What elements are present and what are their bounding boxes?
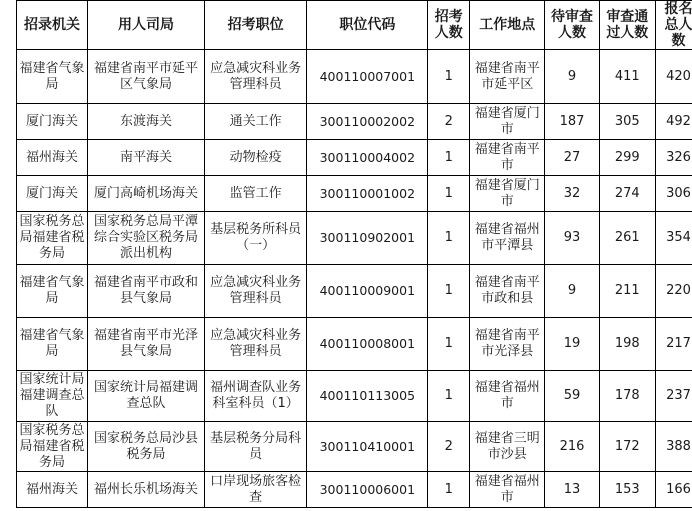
- cell-passed: 274: [599, 176, 655, 212]
- cell-position: 福州调查队业务科室科员（1）: [204, 371, 306, 422]
- cell-agency: 福建省气象局: [17, 50, 88, 104]
- cell-agency: 厦门海关: [17, 176, 88, 212]
- cell-total: 326: [656, 140, 692, 176]
- cell-position: 基层税务所科员（一）: [204, 212, 306, 265]
- cell-pending: 216: [545, 422, 599, 472]
- cell-unit: 厦门高崎机场海关: [88, 176, 205, 212]
- cell-unit: 南平海关: [88, 140, 205, 176]
- cell-passed: 411: [599, 50, 655, 104]
- cell-location: 福建省厦门市: [470, 176, 545, 212]
- cell-location: 福建省南平市政和县: [470, 265, 545, 318]
- cell-code: 300110001002: [307, 176, 428, 212]
- table-row: [17, 472, 692, 508]
- cell-unit: 东渡海关: [88, 104, 205, 140]
- cell-passed: 211: [599, 265, 655, 318]
- cell-code: 300110006001: [307, 472, 428, 508]
- cell-location: 福建省南平市延平区: [470, 50, 545, 104]
- table-row: [17, 212, 692, 265]
- cell-unit: 国家统计局福建调查总队: [88, 371, 205, 422]
- header-pending: 待审查人数: [545, 1, 599, 50]
- cell-code: 400110009001: [307, 265, 428, 318]
- cell-unit: 福建省南平市政和县气象局: [88, 265, 205, 318]
- cell-passed: 299: [599, 140, 655, 176]
- cell-agency: 厦门海关: [17, 104, 88, 140]
- header-agency: 招录机关: [17, 1, 88, 50]
- cell-location: 福建省三明市沙县: [470, 422, 545, 472]
- cell-passed: 305: [599, 104, 655, 140]
- table-row: [17, 104, 692, 140]
- cell-code: 400110113005: [307, 371, 428, 422]
- cell-total: 217: [656, 318, 692, 371]
- header-passed: 审查通过人数: [599, 1, 655, 50]
- header-position: 招考职位: [204, 1, 306, 50]
- table-row: [17, 265, 692, 318]
- cell-location: 福建省南平市光泽县: [470, 318, 545, 371]
- cell-position: 应急减灾科业务管理科员: [204, 318, 306, 371]
- cell-pending: 32: [545, 176, 599, 212]
- cell-quota: 1: [428, 371, 470, 422]
- cell-quota: 1: [428, 140, 470, 176]
- cell-unit: 福州长乐机场海关: [88, 472, 205, 508]
- cell-pending: 13: [545, 472, 599, 508]
- table-row: [17, 50, 692, 104]
- cell-position: 基层税务分局科员: [204, 422, 306, 472]
- cell-agency: 福建省气象局: [17, 318, 88, 371]
- cell-pending: 59: [545, 371, 599, 422]
- cell-pending: 93: [545, 212, 599, 265]
- header-row: [17, 1, 692, 50]
- cell-quota: 1: [428, 176, 470, 212]
- cell-code: 300110902001: [307, 212, 428, 265]
- cell-quota: 1: [428, 318, 470, 371]
- cell-total: 166: [656, 472, 692, 508]
- cell-quota: 1: [428, 472, 470, 508]
- table-row: [17, 176, 692, 212]
- cell-code: 400110007001: [307, 50, 428, 104]
- cell-unit: 国家税务总局平潭综合实验区税务局派出机构: [88, 212, 205, 265]
- cell-quota: 1: [428, 50, 470, 104]
- cell-pending: 9: [545, 50, 599, 104]
- cell-quota: 1: [428, 265, 470, 318]
- header-unit: 用人司局: [88, 1, 205, 50]
- cell-agency: 福建省气象局: [17, 265, 88, 318]
- cell-position: 应急减灾科业务管理科员: [204, 50, 306, 104]
- cell-total: 220: [656, 265, 692, 318]
- table-row: [17, 318, 692, 371]
- cell-unit: 福建省南平市光泽县气象局: [88, 318, 205, 371]
- cell-code: 400110008001: [307, 318, 428, 371]
- cell-location: 福建省南平市: [470, 140, 545, 176]
- header-code: 职位代码: [307, 1, 428, 50]
- cell-total: 388: [656, 422, 692, 472]
- cell-location: 福建省福州市平潭县: [470, 212, 545, 265]
- cell-position: 监管工作: [204, 176, 306, 212]
- cell-location: 福建省福州市: [470, 371, 545, 422]
- header-total: 报名总人数: [656, 1, 692, 50]
- cell-agency: 国家税务总局福建省税务局: [17, 422, 88, 472]
- positions-table: [16, 0, 692, 508]
- cell-total: 237: [656, 371, 692, 422]
- cell-position: 动物检疫: [204, 140, 306, 176]
- cell-position: 通关工作: [204, 104, 306, 140]
- cell-location: 福建省福州市: [470, 472, 545, 508]
- cell-code: 300110002002: [307, 104, 428, 140]
- cell-total: 420: [656, 50, 692, 104]
- table-row: [17, 371, 692, 422]
- cell-quota: 2: [428, 104, 470, 140]
- cell-passed: 153: [599, 472, 655, 508]
- cell-agency: 福州海关: [17, 472, 88, 508]
- cell-position: 应急减灾科业务管理科员: [204, 265, 306, 318]
- cell-passed: 261: [599, 212, 655, 265]
- cell-unit: 国家税务总局沙县税务局: [88, 422, 205, 472]
- cell-passed: 178: [599, 371, 655, 422]
- cell-pending: 27: [545, 140, 599, 176]
- cell-passed: 172: [599, 422, 655, 472]
- cell-total: 354: [656, 212, 692, 265]
- cell-total: 492: [656, 104, 692, 140]
- header-location: 工作地点: [470, 1, 545, 50]
- cell-pending: 19: [545, 318, 599, 371]
- cell-agency: 国家税务总局福建省税务局: [17, 212, 88, 265]
- cell-code: 300110004002: [307, 140, 428, 176]
- cell-location: 福建省厦门市: [470, 104, 545, 140]
- cell-passed: 198: [599, 318, 655, 371]
- cell-quota: 2: [428, 422, 470, 472]
- table-row: [17, 422, 692, 472]
- cell-code: 300110410001: [307, 422, 428, 472]
- header-quota: 招考人数: [428, 1, 470, 50]
- table-row: [17, 140, 692, 176]
- cell-pending: 187: [545, 104, 599, 140]
- cell-unit: 福建省南平市延平区气象局: [88, 50, 205, 104]
- cell-pending: 9: [545, 265, 599, 318]
- cell-agency: 国家统计局福建调查总队: [17, 371, 88, 422]
- cell-quota: 1: [428, 212, 470, 265]
- cell-total: 306: [656, 176, 692, 212]
- cell-agency: 福州海关: [17, 140, 88, 176]
- cell-position: 口岸现场旅客检查: [204, 472, 306, 508]
